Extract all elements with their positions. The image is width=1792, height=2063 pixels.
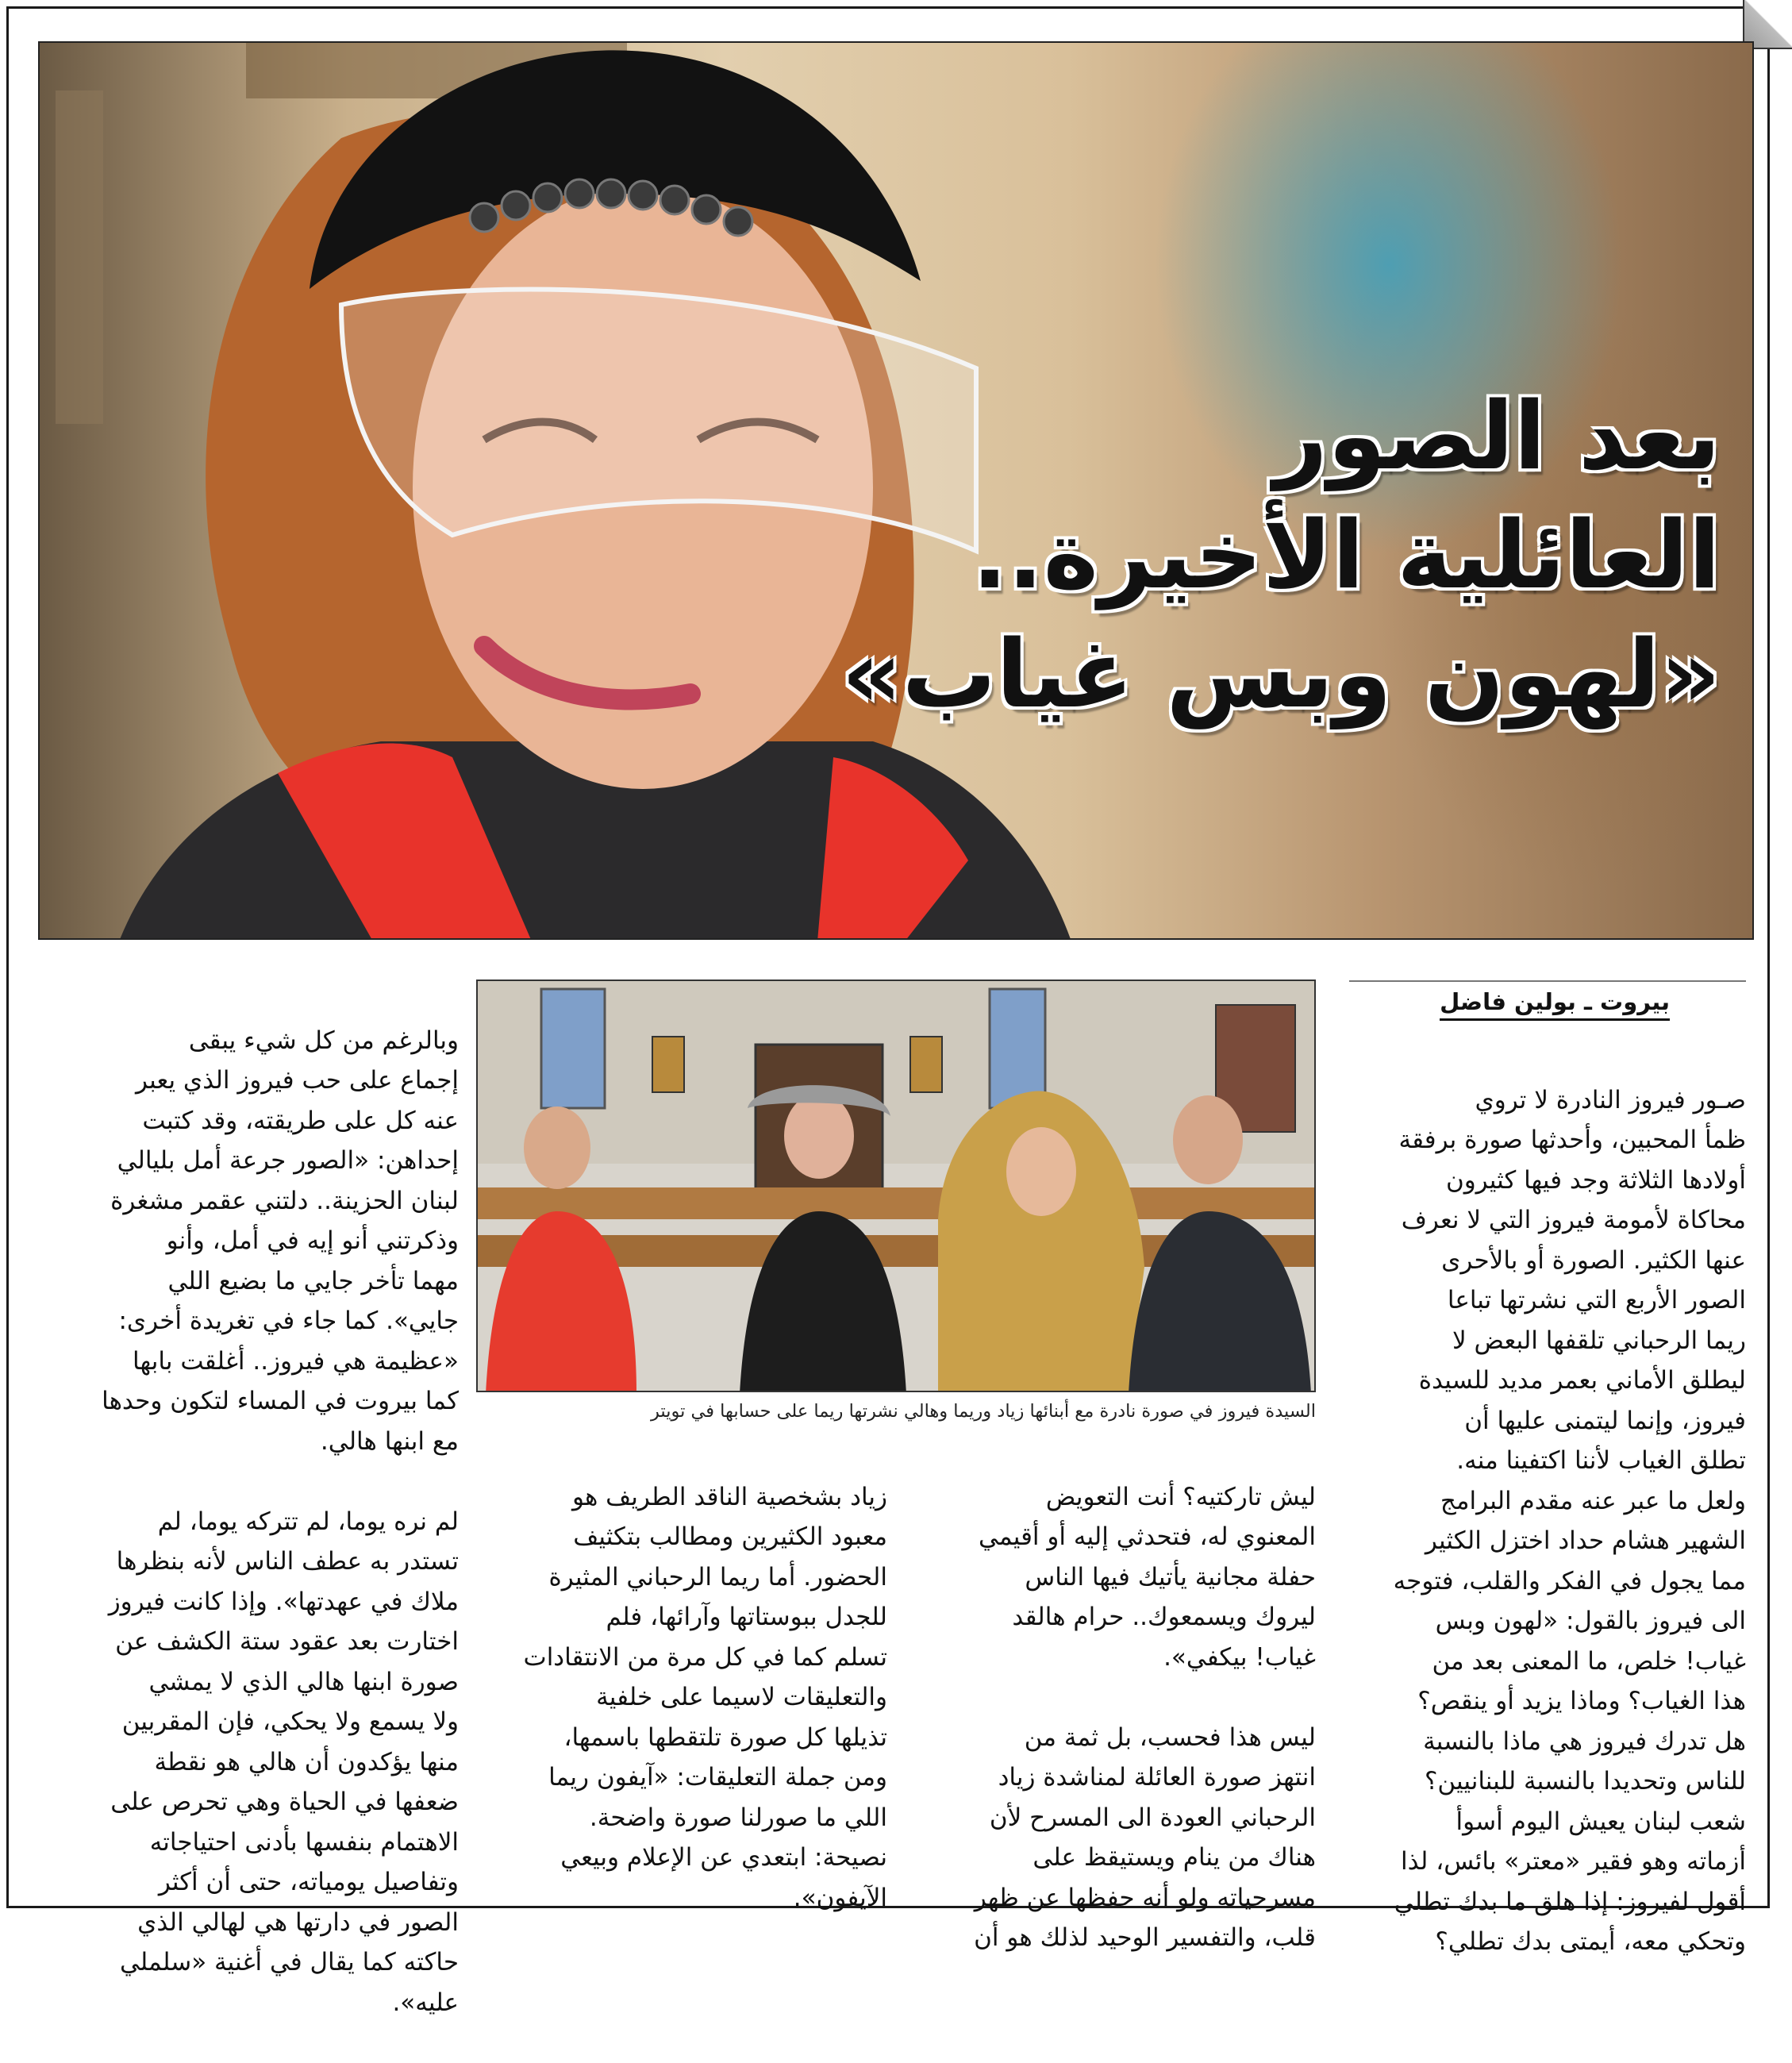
paragraph: وبالرغم من كل شيء يبقى إجماع على حب فيروز الذي يعبر عنه كل على طريقته، وقد كتبت إحداهن: «الصور جرعة أمل بليالي لبنان الحزينة.. دلتني عقمر مشغرة وذكرتني أنو إيه في أمل، وأنو مهما تأخر جايي ما بضيع اللي جايي». كما جاء في تغريدة أخرى: «عظيمة هي فيروز.. أغلقت بابها كما بيروت في المساء لتكون وحدها مع ابنها هالي. — [102, 1026, 459, 1456]
article-column-3 — [476, 1437, 887, 1912]
paragraph: ليش تاركتيه؟ أنت التعويض المعنوي له، فتحدثي إليه أو أقيمي حفلة مجانية يأتيك فيها الناس ليروك ويسمعوك.. حرام هالقد غياب! بيكفي». — [979, 1482, 1316, 1672]
wall-icon-left — [652, 1037, 684, 1092]
byline-rule — [1349, 980, 1746, 1030]
window-left — [541, 989, 605, 1108]
article-column-2 — [905, 1437, 1316, 1952]
article-column-4 — [38, 980, 459, 2017]
hero-photo — [38, 41, 1754, 940]
paragraph: صـور فيروز النادرة لا تروي ظمأ المحبين، وأحدثها صورة برفقة أولادها الثلاثة وجد فيها كثيرون محاكاة لأمومة فيروز التي لا نعرف عنها الكثير. الصورة أو بالأحرى الصور الأربع التي نشرتها تباعا ريما الرحباني تلقفها البعض لا ليطلق الأماني بعمر مديد للسيدة فيروز، وإنما ليتمنى عليها أن تطلق الغياب لأننا اكتفينا منه. ولعل ما عبر عنه مقدم البرامج الشهير هشام حداد اختزل الكثير مما يجول في الفكر والقلب، فتوجه الى فيروز بالقول: «لهون وبس غياب! خلص، ما المعنى بعد من هذا الغياب؟ وماذا يزيد أو ينقص؟ هل تدرك فيروز هي ماذا بالنسبة للناس وتحديدا بالنسبة للبنانيين؟ شعب لبنان يعيش اليوم أسوأ أزماته وهو فقير «معتر» بائس، لذا أقول لفيروز: إذا هلق ما بدك تطلي وتحكي معه، أيمتى بدك تطلي؟ — [1393, 1085, 1746, 1956]
wall-icon-right — [910, 1037, 942, 1092]
headline-line-2: العائلية الأخيرة.. — [971, 500, 1721, 610]
headline — [841, 376, 1721, 733]
headline-line-1: بعد الصور — [1273, 381, 1721, 491]
photo-caption: السيدة فيروز في صورة نادرة مع أبنائها زياد وريما وهالي نشرتها ريما على حسابها في تويتر — [651, 1401, 1316, 1422]
article-column-1 — [1349, 1040, 1746, 1956]
paragraph: زياد بشخصية الناقد الطريف هو معبود الكثيرين ومطالب بتكثيف الحضور. أما ريما الرحباني المثيرة للجدل ببوستاتها وآرائها، فلم تسلم كما في كل مرة من الانتقادات والتعليقات لاسيما على خلفية تذيلها كل صورة تلتقطها باسمها، ومن جملة التعليقات: «آيفون ريما اللي ما صورلنا صورة واضحة. نصيحة: ابتعدي عن الإعلام وبيعي الآيفون». — [523, 1482, 887, 1912]
window-right — [990, 989, 1045, 1108]
family-photo-illustration — [478, 981, 1316, 1392]
family-photo — [476, 980, 1316, 1392]
paragraph: ليس هذا فحسب، بل ثمة من انتهز صورة العائلة لمناشدة زياد الرحباني العودة الى المسرح لأن هناك من ينام ويستيقظ على مسرحياته ولو أنه حفظها عن ظهر قلب، والتفسير الوحيد لذلك هو أن — [974, 1722, 1316, 1952]
headline-line-3: «لهون وبس غياب» — [841, 619, 1721, 729]
pew-row — [478, 1187, 1316, 1219]
paragraph: لم نره يوما، لم تتركه يوما، لم تستدر به عطف الناس لأنه بنظرها ملاك في عهدتها». وإذا كانت فيروز اختارت بعد عقود ستة الكشف عن صورة ابنها هالي الذي لا يمشي ولا يسمع ولا يحكي، فإن المقربين منها يؤكدون أن هالي هو نقطة ضعفها في الحياة وهي تحرص على الاهتمام بنفسها بأدنى احتياجاته وتفاصيل يومياته، حتى أن أكثر الصور في دارتها هي لهالي الذي حاكته كما يقال في أغنية «سلملي عليه». — [108, 1507, 459, 2017]
byline: بيروت ـ بولين فاضل — [1440, 988, 1670, 1021]
wall-frame — [56, 90, 103, 424]
